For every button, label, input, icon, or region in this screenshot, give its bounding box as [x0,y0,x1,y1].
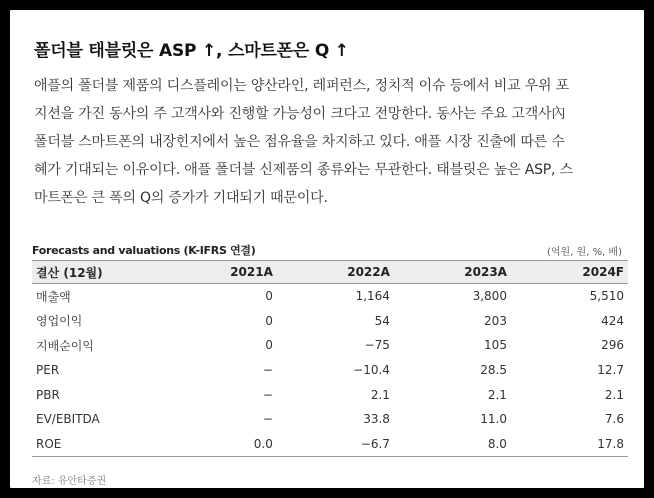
table-unit-note: (억원, 원, %, 배) [546,247,622,258]
table-header-row [32,261,628,284]
table-cell: 8.0 [394,432,511,457]
row-label: 영업이익 [36,314,83,329]
source-note: 자료: 유안타증권 [32,476,107,487]
table-cell: 0 [265,289,273,304]
table-cell: 5,510 [589,289,624,304]
header-cell: 2021A [160,261,277,284]
table-row [32,309,628,334]
table-cell: 0.0 [160,432,277,457]
table-cell: 2.1 [487,387,507,402]
table-caption: Forecasts and valuations (K-IFRS 연결) [32,244,256,257]
table-cell: 296 [601,338,624,353]
body-line: 지션을 가진 동사의 주 고객사와 진행할 가능성이 크다고 전망한다. 동사는 주요 고객사內 [34,106,566,122]
row-label: 매출액 [36,289,71,304]
table-cell: 12.7 [597,363,624,378]
table-cell: 0 [265,313,273,328]
header-cell: 2024F [511,261,628,284]
table-cell: 33.8 [363,412,390,427]
table-cell: 424 [601,313,624,328]
body-line: 폴더블 스마트폰의 내장힌지에서 높은 점유율을 차지하고 있다. 애플 시장 진출에 따른 수 [34,134,565,150]
table-cell: 2.1 [370,387,390,402]
table-row [32,382,628,407]
row-label: PBR [36,387,60,402]
report-card [10,10,644,488]
body-line: 애플의 폴더블 제품의 디스플레이는 양산라인, 레퍼런스, 정치적 이슈 등에서 비교 우위 포 [34,78,569,94]
table-cell: − [262,363,273,378]
table-cell: 3,800 [472,289,507,304]
table-cell: 0 [265,338,273,353]
table-row [32,432,628,457]
row-label: PER [36,363,60,378]
table-cell: −10.4 [353,363,390,378]
row-label: 지배순이익 [36,338,94,353]
table-cell: −6.7 [277,432,394,457]
table-row [32,407,628,432]
table-cell: 105 [484,338,507,353]
header-cell: 2022A [277,261,394,284]
table-row [32,358,628,383]
table-cell: 203 [484,313,507,328]
table-cell: 1,164 [355,289,390,304]
table-cell: 28.5 [480,363,507,378]
table-cell: 54 [374,313,390,328]
row-label: ROE [32,432,160,457]
header-cell: 결산 (12월) [32,261,160,284]
body-line: 마트폰은 큰 폭의 Q의 증가가 기대되기 때문이다. [34,190,328,206]
body-paragraph [34,72,626,212]
table-row [32,333,628,358]
table-row [32,284,628,309]
row-label: EV/EBITDA [36,412,100,427]
table-cell: 11.0 [480,412,507,427]
body-line: 혜가 기대되는 이유이다. 애플 폴더블 신제품의 종류와는 무관한다. 태블릿은 높은 ASP, 스 [34,162,573,178]
forecast-table [32,260,628,457]
table-cell: 7.6 [604,412,624,427]
section-heading: 폴더블 태블릿은 ASP ↑, 스마트폰은 Q ↑ [34,41,349,61]
table-cell: −75 [364,338,390,353]
table-cell: − [262,387,273,402]
table-cell: 2.1 [604,387,624,402]
table-cell: − [262,412,273,427]
table-cell: 17.8 [511,432,628,457]
header-cell: 2023A [394,261,511,284]
